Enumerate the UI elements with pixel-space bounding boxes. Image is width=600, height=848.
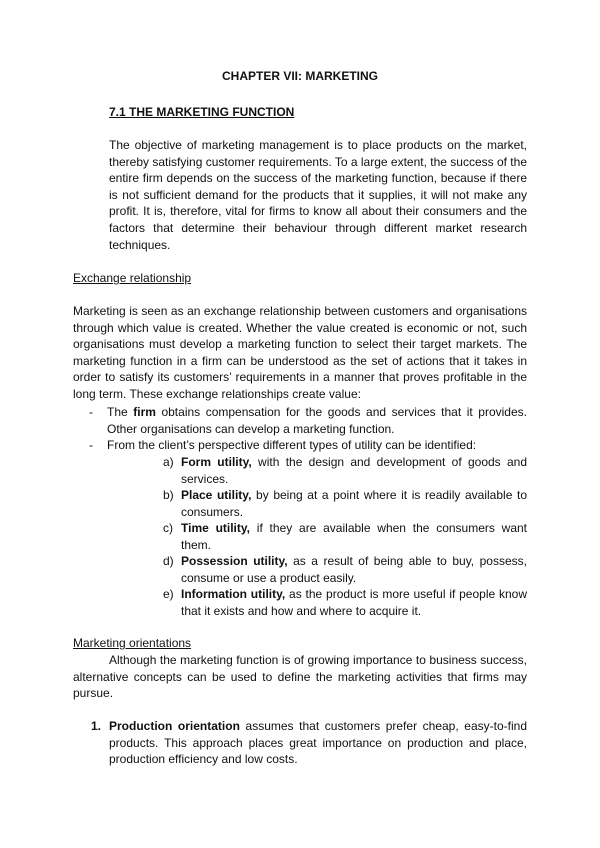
utility-list-item xyxy=(163,553,527,586)
utility-text: Form utility, with the design and development of goods and services. xyxy=(181,455,527,486)
orientation-marker: 1. xyxy=(91,719,102,733)
exchange-relationship-heading: Exchange relationship xyxy=(73,271,192,285)
orientation-list-item xyxy=(91,718,527,768)
section-title: 7.1 THE MARKETING FUNCTION xyxy=(109,105,295,119)
utility-text: Place utility, by being at a point where it is readily available to consumers. xyxy=(181,488,527,519)
marketing-orientations-heading: Marketing orientations xyxy=(73,636,192,650)
utility-marker: c) xyxy=(163,521,173,535)
utility-marker: a) xyxy=(163,455,174,469)
utility-list-item xyxy=(163,487,527,520)
dash-item-text: From the client’s perspective different types of utility can be identified: xyxy=(107,438,477,452)
orientation-text: Production orientation assumes that customers prefer cheap, easy-to-find products. This approach places great importance on production and place, production efficiency and low costs. xyxy=(109,719,527,767)
utility-marker: e) xyxy=(163,587,174,601)
utility-text: Time utility, if they are available when the consumers want them. xyxy=(181,521,527,552)
dash-list-item xyxy=(73,437,527,454)
exchange-paragraph: Marketing is seen as an exchange relationship between customers and organisations through which value is created. Whether the value created is economic or not, such organisations must develop a marketing function to select their target markets. The marketing function in a firm can be understood as the set of actions that it takes in order to satisfy its customers’ requirements in a manner that proves profitable in the long term. These exchange relationships create value: xyxy=(73,304,527,401)
utility-marker: d) xyxy=(163,554,174,568)
dash-item-text: The firm obtains compensation for the goods and services that it provides. Other organisations can develop a marketing function. xyxy=(107,405,527,436)
dash-marker: - xyxy=(89,405,93,419)
utility-list-item xyxy=(163,454,527,487)
dash-list-item xyxy=(73,404,527,437)
utility-text: Possession utility, as a result of being able to buy, possess, consume or use a product easily. xyxy=(181,554,527,585)
chapter-title: CHAPTER VII: MARKETING xyxy=(222,69,378,83)
dash-marker: - xyxy=(89,438,93,452)
utility-list-item xyxy=(163,520,527,553)
utility-text: Information utility, as the product is more useful if people know that it exists and how and where to acquire it. xyxy=(181,587,527,618)
orientations-paragraph: Although the marketing function is of growing importance to business success, alternative concepts can be used to define the marketing activities that firms may pursue. xyxy=(73,653,527,701)
utility-list-item xyxy=(163,586,527,619)
intro-paragraph: The objective of marketing management is to place products on the market, thereby satisfying customer requirements. To a large extent, the success of the entire firm depends on the success of the marketing function, because if there is not sufficient demand for the products that it supplies, it will not make any profit. It is, therefore, vital for firms to know all about their consumers and the factors that determine their behaviour through different market research techniques. xyxy=(109,138,527,252)
utility-marker: b) xyxy=(163,488,174,502)
